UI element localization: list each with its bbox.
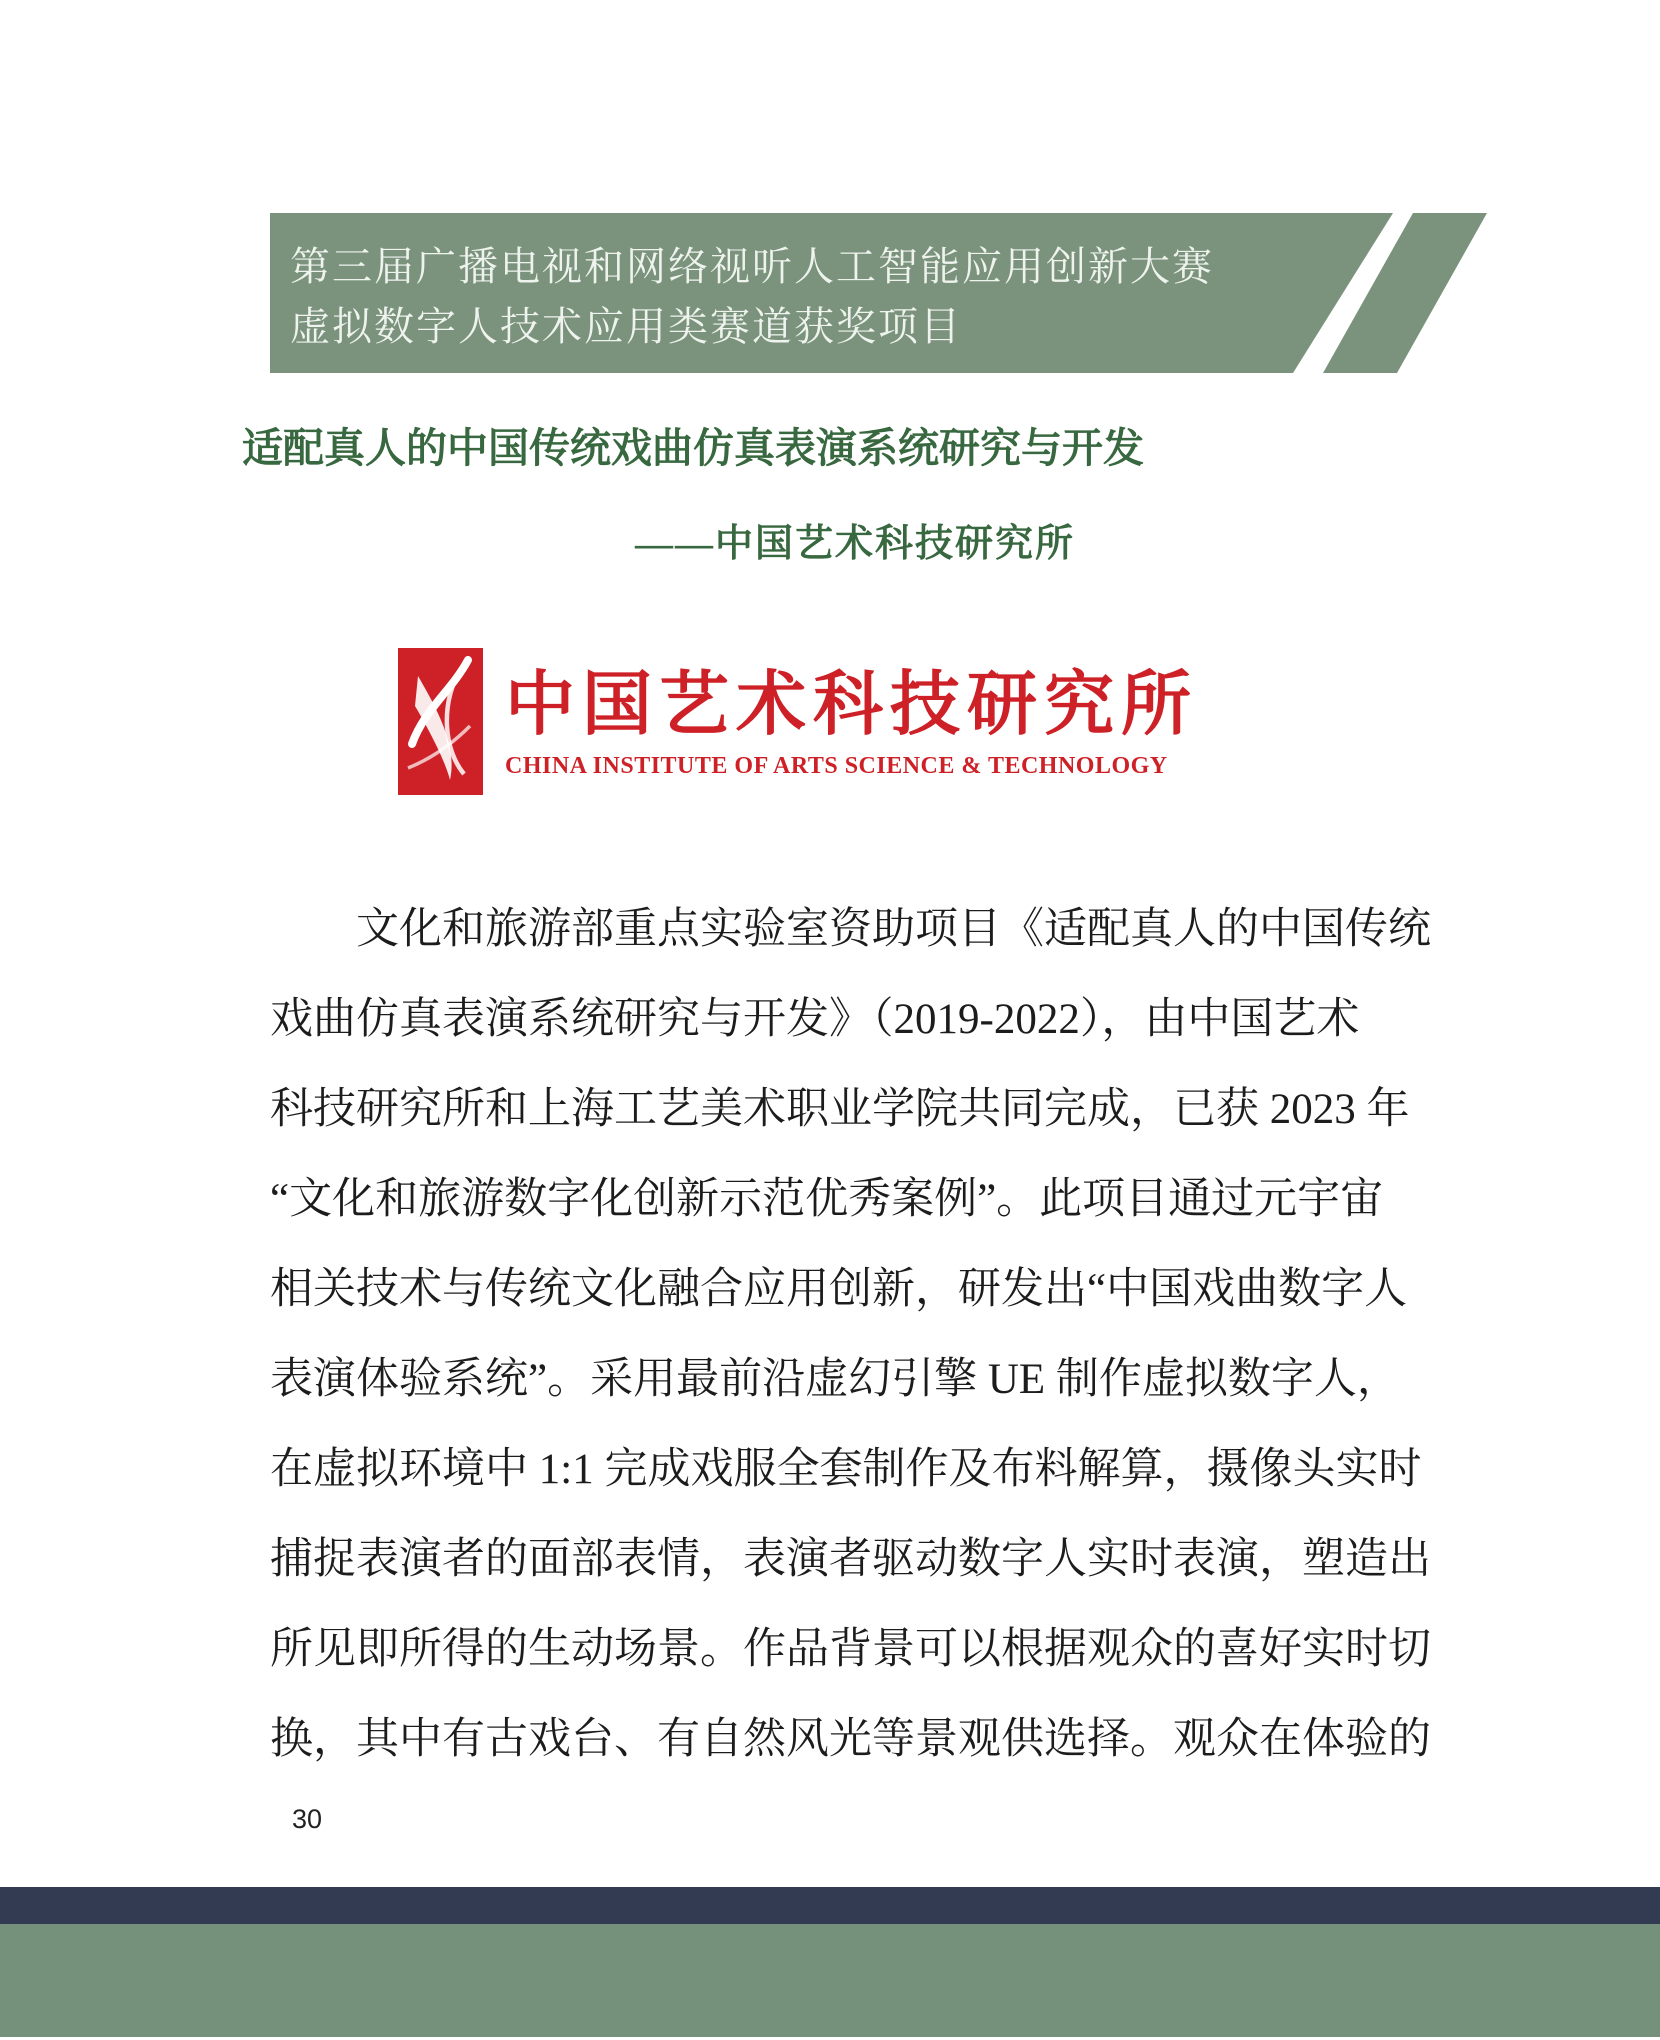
body-line: 捕捉表演者的面部表情，表演者驱动数字人实时表演，塑造出 (270, 1536, 1431, 1583)
institute-logo-chinese-name: 中国艺术科技研究所 (505, 667, 1198, 744)
body-paragraph (270, 885, 1431, 1785)
body-line: 表演体验系统”。采用最前沿虚幻引擎 UE 制作虚拟数字人， (270, 1356, 1400, 1403)
header-banner (270, 213, 1487, 373)
institute-logo-text (505, 648, 1198, 798)
page-number: 30 (292, 1804, 323, 1834)
body-line: 科技研究所和上海工艺美术职业学院共同完成，已获 2023 年 (270, 1086, 1410, 1133)
institute-logo-english-name: CHINA INSTITUTE OF ARTS SCIENCE & TECHNOLOGY (505, 753, 1168, 779)
body-line: 戏曲仿真表演系统研究与开发》（2019-2022），由中国艺术 (270, 996, 1360, 1043)
header-banner-text (290, 237, 1214, 357)
body-line: 文化和旅游部重点实验室资助项目《适配真人的中国传统 (356, 906, 1431, 953)
body-line: “文化和旅游数字化创新示范优秀案例”。此项目通过元宇宙 (270, 1176, 1384, 1223)
body-line: 换，其中有古戏台、有自然风光等景观供选择。观众在体验的 (270, 1716, 1431, 1763)
body-line: 所见即所得的生动场景。作品背景可以根据观众的喜好实时切 (270, 1626, 1431, 1673)
body-line: 在虚拟环境中 1:1 完成戏服全套制作及布料解算，摄像头实时 (270, 1446, 1422, 1493)
body-line: 相关技术与传统文化融合应用创新，研发出“中国戏曲数字人 (270, 1266, 1408, 1313)
footer-green-bar (0, 1924, 1660, 2037)
institute-logo (398, 648, 1218, 798)
header-banner-line2: 虚拟数字人技术应用类赛道获奖项目 (290, 304, 962, 349)
calligraphy-seal-icon (398, 648, 483, 795)
page-subtitle: ——中国艺术科技研究所 (634, 523, 1075, 565)
footer-navy-bar (0, 1887, 1660, 1924)
page-title: 适配真人的中国传统戏曲仿真表演系统研究与开发 (242, 425, 1144, 471)
header-banner-line1: 第三届广播电视和网络视听人工智能应用创新大赛 (290, 244, 1214, 289)
